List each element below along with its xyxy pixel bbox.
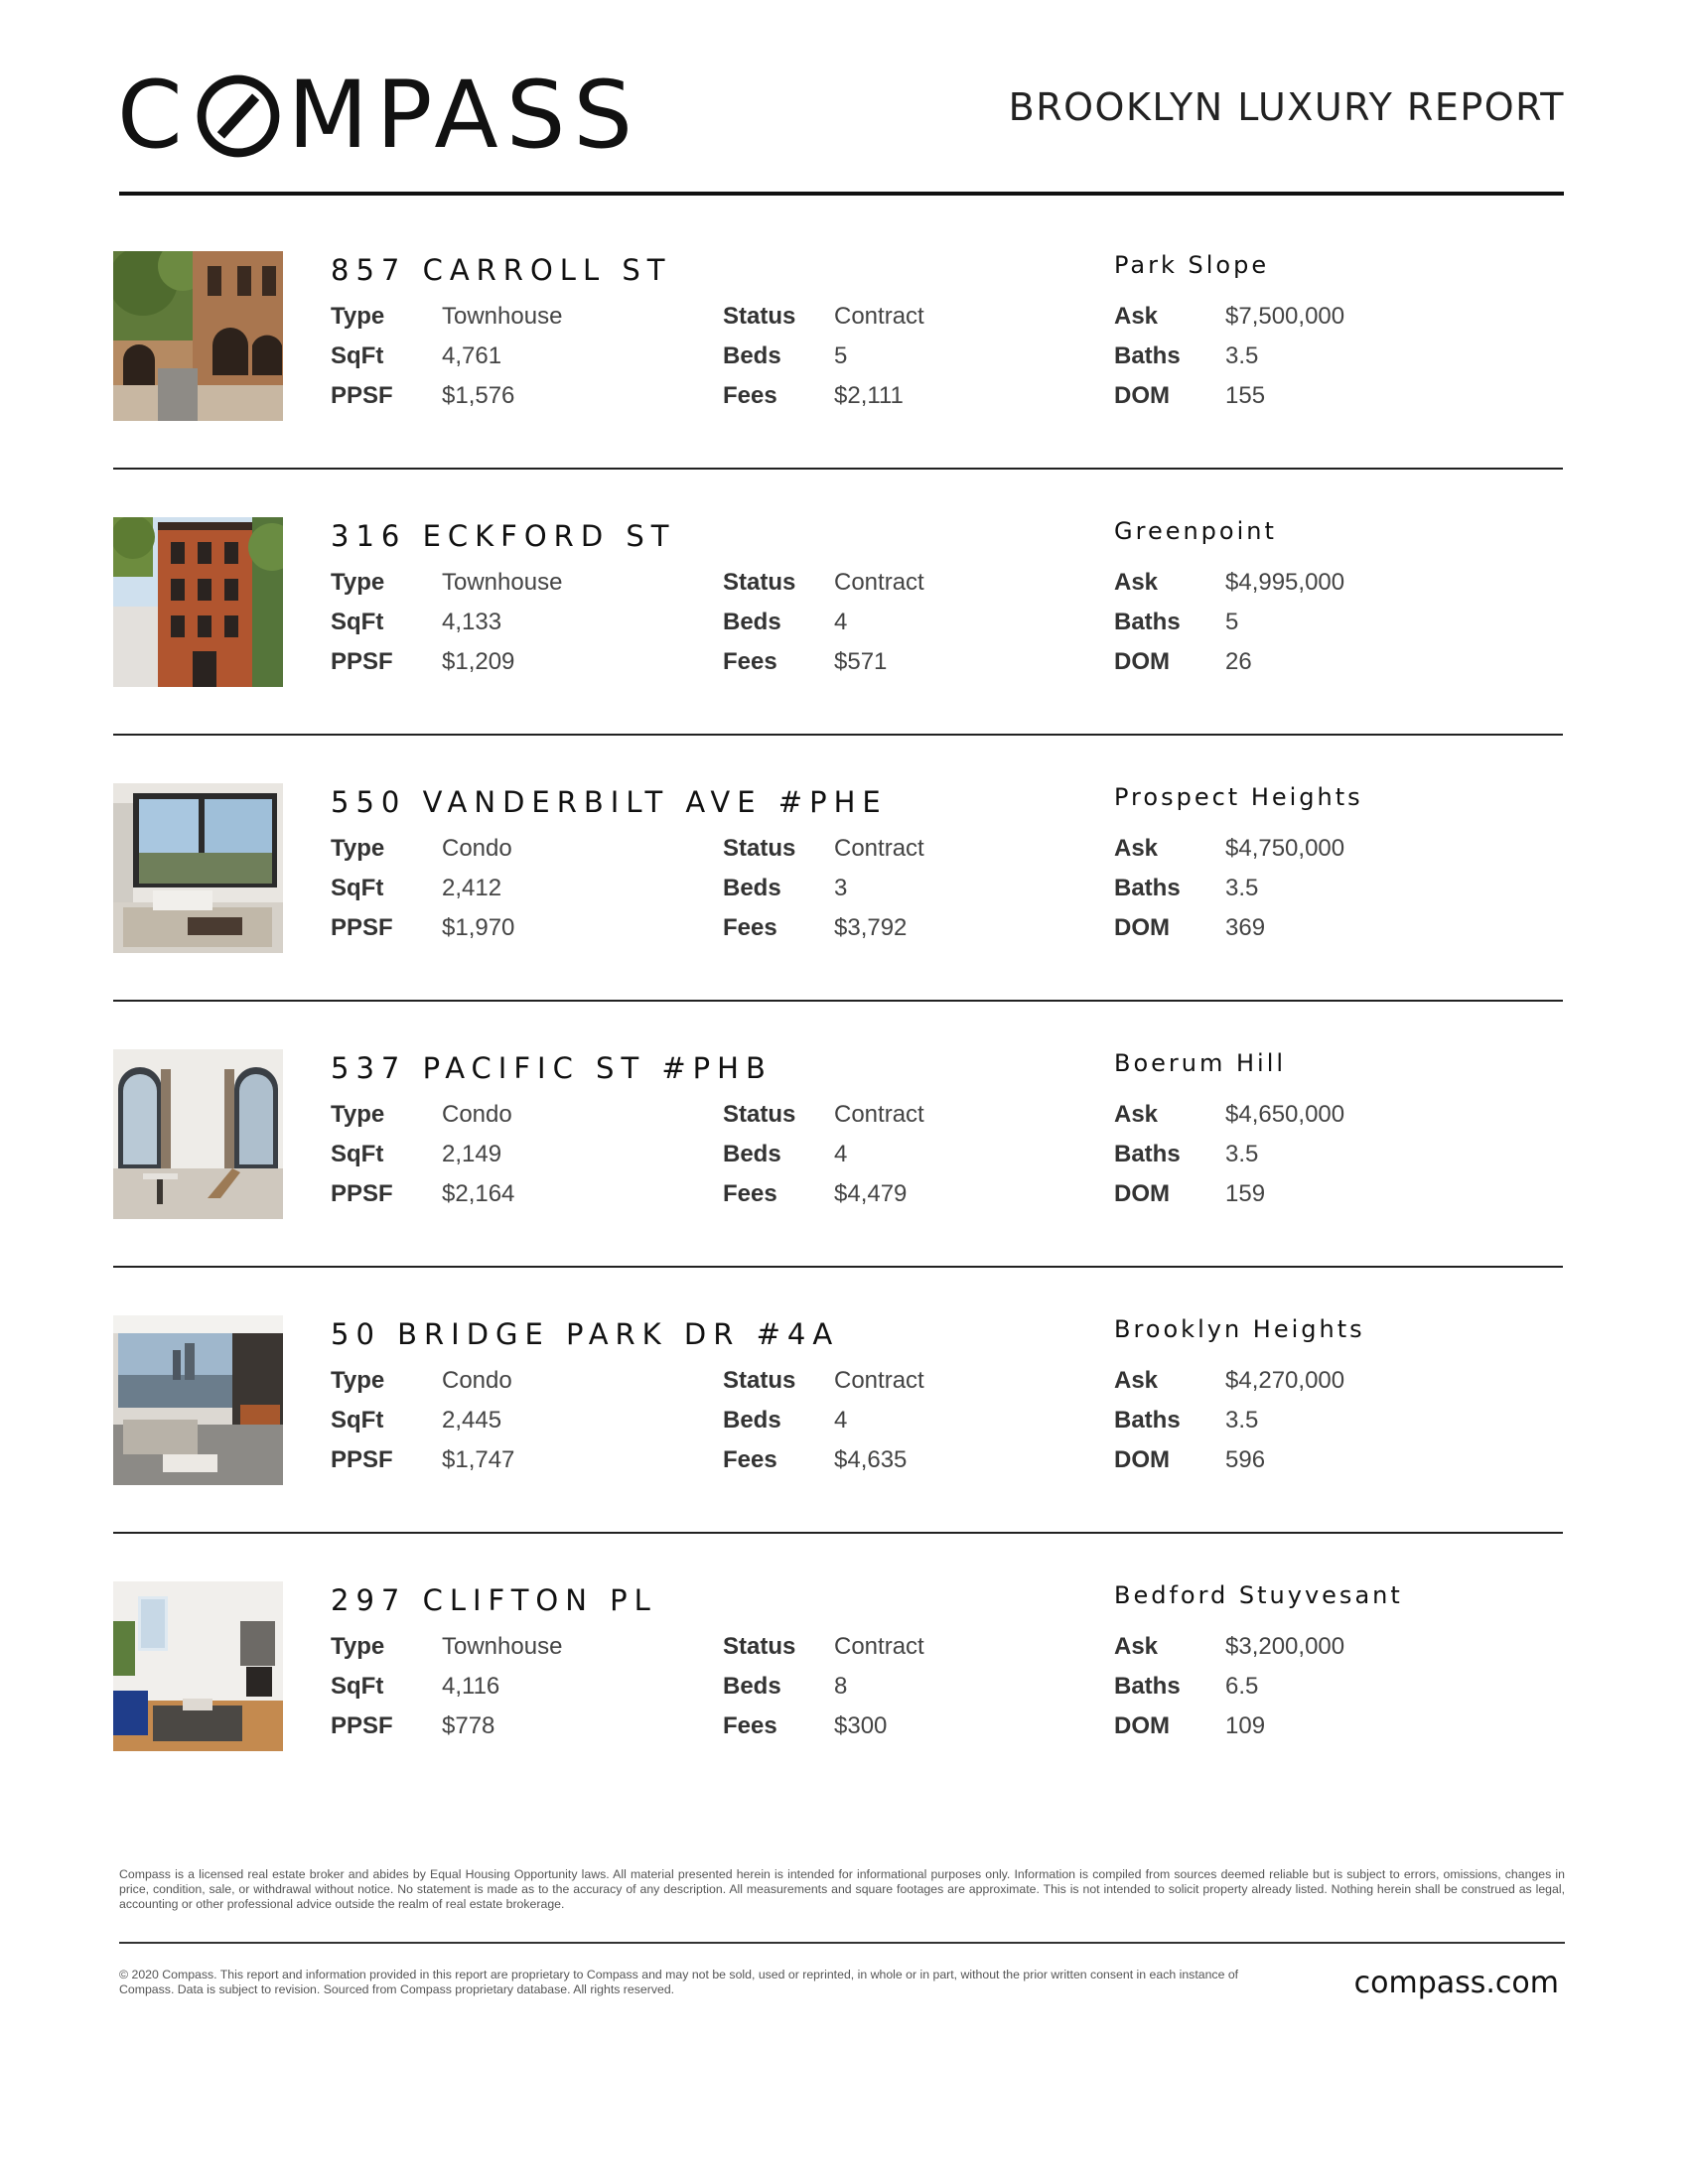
fees-value: $2,111	[834, 382, 904, 409]
listing-card	[0, 251, 1688, 517]
beds-value: 5	[834, 342, 848, 369]
ask-label: Ask	[1114, 303, 1159, 330]
ppsf-label: PPSF	[331, 1180, 393, 1207]
fees-value: $4,635	[834, 1446, 908, 1473]
baths-value: 3.5	[1225, 342, 1259, 369]
dom-label: DOM	[1114, 382, 1170, 409]
report-title: BROOKLYN LUXURY REPORT	[1008, 85, 1565, 129]
brownstone-photo	[113, 251, 283, 421]
dom-label: DOM	[1114, 1446, 1170, 1473]
sqft-value: 2,149	[442, 1141, 502, 1167]
status-value: Contract	[834, 1101, 924, 1128]
baths-value: 3.5	[1225, 1141, 1259, 1167]
dom-label: DOM	[1114, 1180, 1170, 1207]
baths-value: 6.5	[1225, 1673, 1259, 1700]
waterfront-living-room-photo	[113, 1315, 283, 1485]
status-label: Status	[723, 569, 796, 596]
beds-value: 3	[834, 875, 848, 901]
type-label: Type	[331, 835, 385, 862]
listing-divider	[113, 1000, 1563, 1002]
listing-photo[interactable]	[113, 1581, 283, 1751]
ask-label: Ask	[1114, 1101, 1159, 1128]
sqft-label: SqFt	[331, 609, 384, 635]
townhouse-parlor-photo	[113, 1581, 283, 1751]
listing-neighborhood: Brooklyn Heights	[1114, 1315, 1365, 1343]
listing-card	[0, 783, 1688, 1049]
type-label: Type	[331, 1367, 385, 1394]
dom-value: 109	[1225, 1712, 1266, 1739]
sqft-value: 4,116	[442, 1673, 500, 1700]
fees-label: Fees	[723, 382, 777, 409]
status-label: Status	[723, 835, 796, 862]
logo-letter: C	[117, 62, 191, 170]
ppsf-label: PPSF	[331, 382, 393, 409]
listing-address: 857 CARROLL ST	[331, 253, 672, 287]
beds-label: Beds	[723, 875, 781, 901]
type-label: Type	[331, 1633, 385, 1660]
listing-address: 550 VANDERBILT AVE #PHE	[331, 785, 888, 819]
listing-photo[interactable]	[113, 1049, 283, 1219]
status-label: Status	[723, 1633, 796, 1660]
type-label: Type	[331, 303, 385, 330]
listing-neighborhood: Greenpoint	[1114, 517, 1277, 545]
dom-value: 369	[1225, 914, 1266, 941]
status-value: Contract	[834, 303, 924, 330]
listing-divider	[113, 734, 1563, 736]
status-value: Contract	[834, 569, 924, 596]
listing-neighborhood: Prospect Heights	[1114, 783, 1363, 811]
listing-address: 50 BRIDGE PARK DR #4A	[331, 1317, 840, 1351]
fees-value: $571	[834, 648, 888, 675]
type-value: Townhouse	[442, 303, 563, 330]
dom-label: DOM	[1114, 914, 1170, 941]
status-label: Status	[723, 1101, 796, 1128]
sqft-value: 2,412	[442, 875, 502, 901]
type-label: Type	[331, 569, 385, 596]
baths-label: Baths	[1114, 342, 1181, 369]
beds-label: Beds	[723, 1141, 781, 1167]
fees-label: Fees	[723, 1446, 777, 1473]
status-value: Contract	[834, 1367, 924, 1394]
status-label: Status	[723, 303, 796, 330]
baths-value: 3.5	[1225, 1407, 1259, 1433]
type-value: Condo	[442, 1367, 512, 1394]
ppsf-label: PPSF	[331, 1712, 393, 1739]
beds-label: Beds	[723, 342, 781, 369]
listing-neighborhood: Boerum Hill	[1114, 1049, 1287, 1077]
baths-label: Baths	[1114, 875, 1181, 901]
listing-card	[0, 1049, 1688, 1315]
ppsf-value: $1,970	[442, 914, 515, 941]
listing-address: 316 ECKFORD ST	[331, 519, 676, 553]
baths-label: Baths	[1114, 1141, 1181, 1167]
type-value: Condo	[442, 835, 512, 862]
condo-living-room-photo	[113, 783, 283, 953]
baths-label: Baths	[1114, 1407, 1181, 1433]
listing-photo[interactable]	[113, 783, 283, 953]
beds-value: 4	[834, 1407, 848, 1433]
ask-value: $4,995,000	[1225, 569, 1345, 596]
ask-label: Ask	[1114, 1633, 1159, 1660]
sqft-label: SqFt	[331, 1407, 384, 1433]
sqft-label: SqFt	[331, 342, 384, 369]
dom-value: 159	[1225, 1180, 1266, 1207]
ppsf-value: $1,209	[442, 648, 515, 675]
ask-label: Ask	[1114, 569, 1159, 596]
ask-label: Ask	[1114, 1367, 1159, 1394]
type-value: Townhouse	[442, 1633, 563, 1660]
ppsf-value: $778	[442, 1712, 495, 1739]
listing-divider	[113, 1532, 1563, 1534]
penthouse-interior-photo	[113, 1049, 283, 1219]
header-divider	[119, 192, 1564, 196]
ppsf-value: $1,576	[442, 382, 515, 409]
beds-label: Beds	[723, 1407, 781, 1433]
ask-value: $7,500,000	[1225, 303, 1345, 330]
status-value: Contract	[834, 1633, 924, 1660]
sqft-label: SqFt	[331, 1673, 384, 1700]
dom-label: DOM	[1114, 1712, 1170, 1739]
sqft-label: SqFt	[331, 1141, 384, 1167]
beds-label: Beds	[723, 1673, 781, 1700]
beds-label: Beds	[723, 609, 781, 635]
listing-card	[0, 517, 1688, 783]
website-link[interactable]: compass.com	[1353, 1966, 1559, 2000]
status-label: Status	[723, 1367, 796, 1394]
listing-neighborhood: Park Slope	[1114, 251, 1270, 279]
compass-o-icon	[195, 72, 282, 160]
sqft-label: SqFt	[331, 875, 384, 901]
brick-townhouse-photo	[113, 517, 283, 687]
listing-photo[interactable]	[113, 517, 283, 687]
fees-value: $3,792	[834, 914, 908, 941]
listing-neighborhood: Bedford Stuyvesant	[1114, 1581, 1403, 1609]
fees-label: Fees	[723, 1180, 777, 1207]
footer-divider	[119, 1942, 1565, 1944]
copyright-notice: © 2020 Compass. This report and information provided in this report are proprietary to Compass and may not be sold, used or reprinted, in whole or in part, without the prior written consent in each instance of Compass. Data is subject to revision. Sourced from Compass proprietary database. All rights reserved.	[119, 1968, 1239, 1996]
ask-value: $4,270,000	[1225, 1367, 1345, 1394]
dom-value: 596	[1225, 1446, 1266, 1473]
fees-label: Fees	[723, 914, 777, 941]
status-value: Contract	[834, 835, 924, 862]
baths-label: Baths	[1114, 609, 1181, 635]
fees-value: $4,479	[834, 1180, 908, 1207]
listing-photo[interactable]	[113, 1315, 283, 1485]
listing-photo[interactable]	[113, 251, 283, 421]
fees-label: Fees	[723, 648, 777, 675]
ppsf-label: PPSF	[331, 648, 393, 675]
listing-divider	[113, 468, 1563, 470]
ppsf-label: PPSF	[331, 914, 393, 941]
logo-letters-rest: MPASS	[287, 62, 641, 170]
compass-logo	[117, 62, 641, 170]
sqft-value: 4,133	[442, 609, 502, 635]
ask-value: $3,200,000	[1225, 1633, 1345, 1660]
legal-disclaimer: Compass is a licensed real estate broker and abides by Equal Housing Opportunity laws. All material presented herein is intended for informational purposes only. Information is compiled from sources deemed reliable but is subject to errors, omissions, changes in price, condition, sale, or withdrawal without notice. No statement is made as to the accuracy of any description. All measurements and square footages are approximate. This is not intended to solicit property already listed. Nothing herein shall be construed as legal, accounting or other professional advice outside the realm of real estate brokerage.	[119, 1867, 1565, 1911]
listing-divider	[113, 1266, 1563, 1268]
ask-label: Ask	[1114, 835, 1159, 862]
listing-card	[0, 1581, 1688, 1847]
type-value: Townhouse	[442, 569, 563, 596]
beds-value: 4	[834, 1141, 848, 1167]
listing-address: 537 PACIFIC ST #PHB	[331, 1051, 773, 1085]
baths-value: 5	[1225, 609, 1239, 635]
baths-label: Baths	[1114, 1673, 1181, 1700]
beds-value: 8	[834, 1673, 848, 1700]
ask-value: $4,650,000	[1225, 1101, 1345, 1128]
ppsf-label: PPSF	[331, 1446, 393, 1473]
listing-address: 297 CLIFTON PL	[331, 1583, 657, 1617]
type-value: Condo	[442, 1101, 512, 1128]
listing-card	[0, 1315, 1688, 1581]
sqft-value: 4,761	[442, 342, 502, 369]
type-label: Type	[331, 1101, 385, 1128]
beds-value: 4	[834, 609, 848, 635]
ppsf-value: $2,164	[442, 1180, 515, 1207]
ask-value: $4,750,000	[1225, 835, 1345, 862]
dom-label: DOM	[1114, 648, 1170, 675]
fees-value: $300	[834, 1712, 888, 1739]
dom-value: 155	[1225, 382, 1266, 409]
fees-label: Fees	[723, 1712, 777, 1739]
baths-value: 3.5	[1225, 875, 1259, 901]
ppsf-value: $1,747	[442, 1446, 515, 1473]
sqft-value: 2,445	[442, 1407, 502, 1433]
dom-value: 26	[1225, 648, 1252, 675]
